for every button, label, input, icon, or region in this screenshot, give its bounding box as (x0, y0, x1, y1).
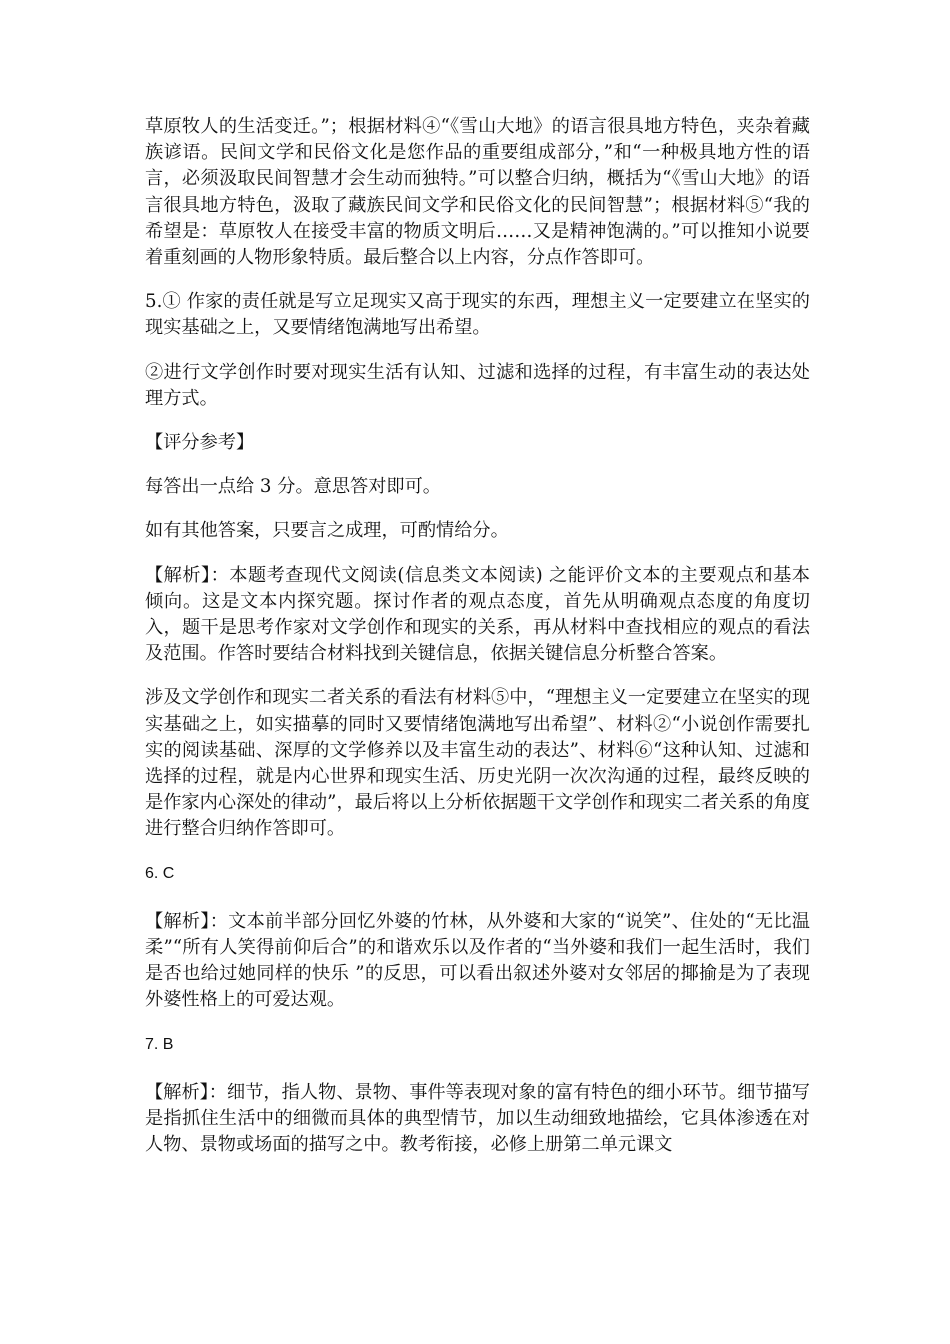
answer-5-point-2: ②进行文学创作时要对现实生活有认知、过滤和选择的过程，有丰富生动的表达处理方式。 (145, 361, 810, 409)
analysis-7: 【解析】：细节，指人物、景物、事件等表现对象的富有特色的细小环节。细节描写是指抓住生活中的细微而具体的典型情节，加以生动细致地描绘，它具体渗透在对人物、景物或场面的描写之中。教考衔接，必修上册第二单元课文 (145, 1081, 810, 1156)
analysis-5-paragraph-1: 【解析】：本题考查现代文阅读(信息类文本阅读) 之能评价文本的主要观点和基本倾向。这是文本内探究题。探讨作者的观点态度，首先从明确观点态度的角度切入，题干是思考作家对文学创作和现实的关系，再从材料中查找相应的观点的看法及范围。作答时要结合材料找到关键信息，依据关键信息分析整合答案。 (145, 564, 810, 665)
document-page (145, 114, 810, 1177)
scoring-reference-heading: 【评分参考】 (145, 432, 255, 454)
analysis-paragraph-4-continued: 草原牧人的生活变迁。”；根据材料④“《雪山大地》的语言很具地方特色，夹杂着藏族谚语。民间文学和民俗文化是您作品的重要组成部分，”和“一种极具地方性的语言，必须汲取民间智慧才会生动而独特。”可以整合归纳，概括为“《雪山大地》的语言很具地方特色，汲取了藏族民间文学和民俗文化的民间智慧”；根据材料⑤“我的希望是：草原牧人在接受丰富的物质文明后……又是精神饱满的。”可以推知小说要着重刻画的人物形象特质。最后整合以上内容，分点作答即可。 (145, 116, 810, 269)
analysis-5-paragraph-2: 涉及文学创作和现实二者关系的看法有材料⑤中，“理想主义一定要建立在坚实的现实基础之上，如实描摹的同时又要情绪饱满地写出希望”、材料②“小说创作需要扎实的阅读基础、深厚的文学修养以及丰富生动的表达”、材料⑥“这种认知、过滤和选择的过程，就是内心世界和现实生活、历史光阴一次次沟通的过程，最终反映的是作家内心深处的律动”，最后将以上分析依据题干文学创作和现实二者关系的角度进行整合归纳作答即可。 (145, 687, 810, 840)
analysis-6: 【解析】：文本前半部分回忆外婆的竹林，从外婆和大家的“说笑”、住处的“无比温柔”“所有人笑得前仰后合”的和谐欢乐以及作者的“当外婆和我们一起生活时，我们是否也给过她同样的快乐 ”的反思，可以看出叙述外婆对女邻居的揶揄是为了表现外婆性格上的可爱达观。 (145, 910, 810, 1011)
scoring-note: 如有其他答案，只要言之成理，可酌情给分。 (145, 520, 509, 542)
answer-7: 7. B (145, 1035, 174, 1053)
scoring-rule: 每答出一点给 3 分。意思答对即可。 (145, 476, 441, 498)
answer-5-point-1: 5.① 作家的责任就是写立足现实又高于现实的东西，理想主义一定要建立在坚实的现实基础之上，又要情绪饱满地写出希望。 (145, 291, 810, 339)
answer-6: 6. C (145, 864, 175, 882)
